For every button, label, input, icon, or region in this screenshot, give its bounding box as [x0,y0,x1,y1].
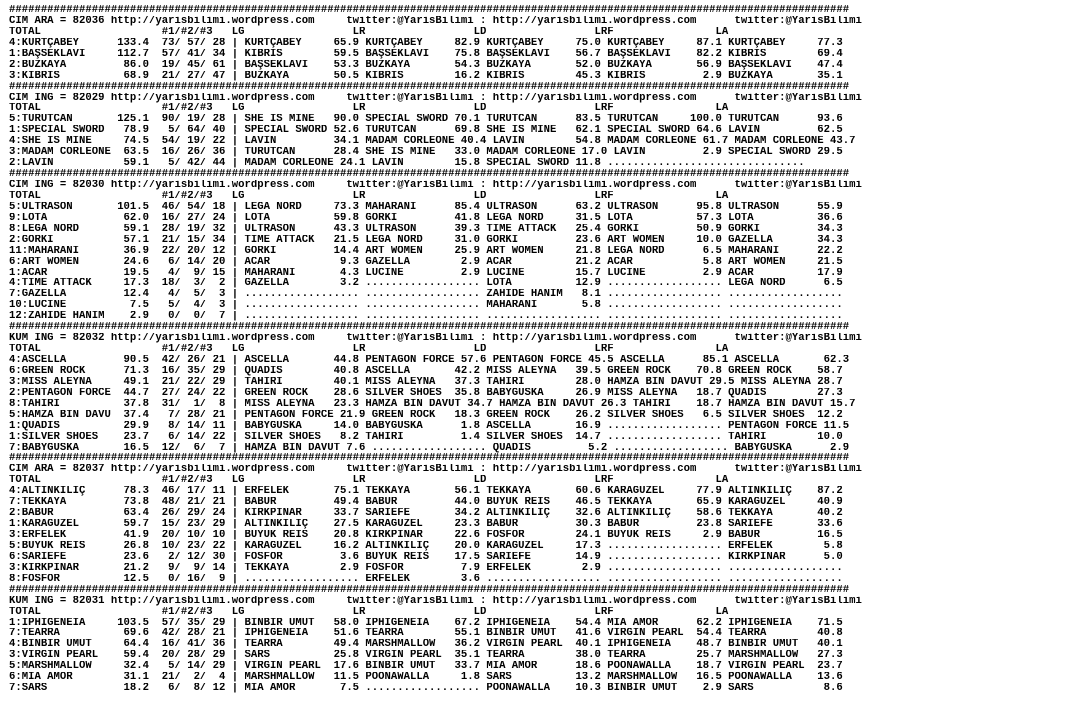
text-line: 7:TEARRA 69.6 42/ 28/ 21 | IPHIGENEIA 51.6 TEARRA 55.1 BİNBİR UMUT 41.6 VIRGIN PEARL 54.4 TEARRA 40.8 [9,628,843,640]
text-line: 6:GREEN ROCK 71.3 16/ 35/ 29 | QUADIS 40.8 ASCELLA 42.2 MISS ALEYNA 39.5 GREEN ROCK 70.8 GREEN ROCK 58.7 [9,365,843,377]
text-line: 7:BABYGUSKA 16.5 12/ 6/ 7 | HAMZA BİN DAVUT 7.6 .................. QUADIS 5.2 .................. BABYGUSKA 2.9 [9,442,850,454]
text-line: #################################################################################################################################### [9,5,850,16]
text-line: 3:ERFELEK 41.9 20/ 10/ 10 | BÜYÜK REİS 20.8 KIRKPINAR 22.6 FOSFOR 24.1 BÜYÜK REİS 2.9 BABÜR 16.5 [9,530,843,541]
text-line: 7:GAZELLA 12.4 4/ 5/ 3 | .................. .................. ZAHİDE HANIM 8.1 .................. .................. [9,289,843,301]
text-line: 2:GÖRKİ 57.1 21/ 15/ 34 | TIME ATTACK 21.5 LEGA NORD 31.0 GÖRKİ 23.6 ART WOMEN 10.0 GAZELLA 34.3 [9,234,843,246]
text-line: KUM ING = 82031 http://yarisbilimi.wordpress.com twitter:@YarisBilimi : http://yarisbilimi.wordpress.com twitter:@YarisBilimi [9,595,862,607]
text-line: 1:BAŞSEKLAVİ 112.7 57/ 41/ 34 | KIBRIS 59.5 BAŞSEKLAVİ 75.8 BAŞSEKLAVİ 56.7 BAŞSEKLAVİ 82.2 KIBRIS 69.4 [9,48,843,60]
text-line: CIM ARA = 82037 http://yarisbilimi.wordpress.com twitter:@YarisBilimi : http://yarisbilimi.wordpress.com twitter:@YarisBilimi [9,464,862,476]
text-line: 5:BÜYÜK REİS 26.8 10/ 23/ 22 | KARAGÜZEL 16.2 ALTINKILIÇ 20.0 KARAGÜZEL 17.3 .................. ERFELEK 5.8 [9,540,843,552]
text-line: 4:KURTÇABEY 133.4 73/ 57/ 28 | KURTÇABEY 65.9 KURTÇABEY 82.9 KURTÇABEY 75.0 KURTÇABEY 87.1 KURTÇABEY 77.3 [9,37,843,49]
text-line: 10:LUCINE 7.5 5/ 4/ 3 | .................. .................. MAHARANİ 5.8 .................. .................. [9,300,843,312]
text-line: 4:ASCELLA 90.5 42/ 26/ 21 | ASCELLA 44.8 PENTAGON FORCE 57.6 PENTAGON FORCE 45.5 ASCELLA 85.1 ASCELLA 62.3 [9,355,850,366]
text-line: TOTAL #1/#2/#3 LG LR LD LRF LA [9,475,729,487]
text-line: TOTAL #1/#2/#3 LG LR LD LRF LA [9,103,729,115]
text-line: 7:TEKKAYA 73.8 48/ 21/ 21 | BABÜR 49.4 BABÜR 44.0 BÜYÜK REİS 46.5 TEKKAYA 65.9 KARAGÜZEL 40.9 [9,497,843,509]
text-line: 6:ART WOMEN 24.6 6/ 14/ 20 | ACAR 9.3 GAZELLA 2.9 ACAR 21.2 ACAR 5.8 ART WOMEN 21.5 [9,256,843,268]
text-line: #################################################################################################################################### [9,81,850,93]
text-line: 6:MIA AMOR 31.1 21/ 2/ 4 | MARSHMALLOW 11.5 POONAWALLA 1.8 SARS 13.2 MARSHMALLOW 16.5 POONAWALLA 13.6 [9,672,843,684]
text-line: 1:KARAGÜZEL 59.7 15/ 23/ 29 | ALTINKILIÇ 27.5 KARAGÜZEL 23.3 BABÜR 30.3 BABÜR 23.8 SARIEFE 33.6 [9,519,843,530]
text-line: KUM ING = 82032 http://yarisbilimi.wordpress.com twitter:@YarisBilimi : http://yarisbilimi.wordpress.com twitter:@YarisBilimi [9,333,862,345]
text-line: 8:FOSFOR 12.5 0/ 16/ 9 | .................. ERFELEK 3.6 .................. .................. .................. [9,573,843,585]
text-line: 3:MADAM CORLEONE 63.5 16/ 26/ 36 | TÜRÜTCAN 28.4 SHE IS MINE 33.0 MADAM CORLEONE 17.0 LAVIN 2.9 SPECIAL SWORD 29.5 [9,147,843,159]
text-line: 5:HAMZA BİN DAVU 37.4 7/ 28/ 21 | PENTAGON FORCE 21.9 GREEN ROCK 18.3 GREEN ROCK 26.2 SILVER SHOES 6.5 SILVER SHOES 12.2 [9,409,843,421]
text-line: TOTAL #1/#2/#3 LG LR LD LRF LA [9,190,729,202]
text-line: 4:ALTINKILIÇ 78.3 46/ 17/ 11 | ERFELEK 75.1 TEKKAYA 56.1 TEKKAYA 60.6 KARAGÜZEL 77.9 ALTINKILIÇ 87.2 [9,486,843,498]
text-line: CIM ING = 82029 http://yarisbilimi.wordpress.com twitter:@YarisBilimi : http://yarisbilimi.wordpress.com twitter:@YarisBilimi [9,92,862,104]
text-line: 2:BUZKAYA 86.0 19/ 45/ 61 | BAŞSEKLAVİ 53.3 BUZKAYA 54.3 BUZKAYA 52.0 BUZKAYA 56.9 BAŞSEKLAVİ 47.4 [9,59,843,71]
text-line: 1:IPHIGENEIA 103.5 57/ 35/ 29 | BİNBİR UMUT 58.0 IPHIGENEIA 67.2 IPHIGENEIA 54.4 MIA AMOR 62.2 IPHIGENEIA 71.5 [9,617,843,629]
text-line: TOTAL #1/#2/#3 LG LR LD LRF LA [9,606,729,618]
text-line: 4:BİNBİR UMUT 64.4 16/ 41/ 36 | TEARRA 49.4 MARSHMALLOW 36.2 VIRGIN PEARL 40.1 IPHIGENEIA 48.7 BİNBİR UMUT 40.1 [9,639,843,651]
text-line: 5:TÜRÜTCAN 125.1 90/ 19/ 28 | SHE IS MINE 90.0 SPECIAL SWORD 70.1 TÜRÜTCAN 83.5 TÜRÜTCAN 100.0 TÜRÜTCAN 93.6 [9,114,843,126]
text-line: 1:SPECIAL SWORD 78.9 5/ 64/ 40 | SPECIAL SWORD 52.6 TÜRÜTCAN 69.8 SHE IS MINE 62.1 SPECIAL SWORD 64.6 LAVIN 62.5 [9,125,843,137]
text-line: #################################################################################################################################### [9,584,850,596]
text-line: 3:KIRKPINAR 21.2 9/ 9/ 14 | TEKKAYA 2.9 FOSFOR 7.9 ERFELEK 2.9 .................. .................. [9,562,843,574]
text-line: #################################################################################################################################### [9,322,850,334]
text-line: 3:MISS ALEYNA 49.1 21/ 22/ 29 | TAHİRİ 40.1 MISS ALEYNA 37.3 TAHİRİ 28.0 HAMZA BİN DAVUT 29.5 MISS ALEYNA 28.7 [9,376,843,388]
race-statistics-sheet [9,5,1077,712]
text-line: 2:PENTAGON FORCE 44.7 27/ 24/ 22 | GREEN ROCK 28.6 SILVER SHOES 35.8 BABYGUSKA 26.9 MISS ALEYNA 18.7 QUADIS 27.3 [9,387,843,399]
text-line: CIM ING = 82030 http://yarisbilimi.wordpress.com twitter:@YarisBilimi : http://yarisbilimi.wordpress.com twitter:@YarisBilimi [9,180,862,191]
text-line: 8:LEGA NORD 59.1 28/ 19/ 32 | ULTRASON 43.3 ULTRASON 39.3 TIME ATTACK 25.4 GÖRKİ 50.9 GÖRKİ 34.3 [9,223,843,235]
text-line: 7:SARS 18.2 6/ 8/ 12 | MIA AMOR 7.5 .................. POONAWALLA 10.3 BİNBİR UMUT 2.9 SARS 8.6 [9,683,843,695]
text-line: TOTAL #1/#2/#3 LG LR LD LRF LA [9,26,729,38]
text-line: 4:TIME ATTACK 17.3 18/ 3/ 2 | GAZELLA 3.2 .................. LOTA 12.9 .................. LEGA NORD 6.5 [9,278,843,290]
text-line: 1:QUADIS 29.9 8/ 14/ 11 | BABYGUSKA 14.0 BABYGUSKA 1.8 ASCELLA 16.9 .................. PENTAGON FORCE 11.5 [9,420,850,432]
text-line: 2:LAVIN 59.1 5/ 42/ 44 | MADAM CORLEONE 24.1 LAVIN 15.8 SPECIAL SWORD 11.8 ............................... [9,158,805,170]
text-line: 1:SILVER SHOES 23.7 6/ 14/ 22 | SILVER SHOES 8.2 TAHİRİ 1.4 SILVER SHOES 14.7 .................. TAHİRİ 10.0 [9,431,843,443]
text-line: #################################################################################################################################### [9,453,850,465]
text-line: 3:VIRGIN PEARL 59.4 20/ 28/ 29 | SARS 25.8 VIRGIN PEARL 35.1 TEARRA 38.0 TEARRA 25.7 MARSHMALLOW 27.3 [9,650,843,662]
text-line: TOTAL #1/#2/#3 LG LR LD LRF LA [9,344,729,355]
text-line: 9:LOTA 62.0 16/ 27/ 24 | LOTA 59.8 GÖRKİ 41.8 LEGA NORD 31.5 LOTA 57.3 LOTA 36.6 [9,212,843,224]
text-line: 3:KIBRIS 68.9 21/ 27/ 47 | BUZKAYA 50.5 KIBRIS 16.2 KIBRIS 45.3 KIBRIS 2.9 BUZKAYA 35.1 [9,70,843,82]
text-line: 4:SHE IS MINE 74.5 54/ 19/ 22 | LAVIN 34.1 MADAM CORLEONE 40.4 LAVIN 54.8 MADAM CORLEONE 61.7 MADAM CORLEONE 43.7 [9,136,856,148]
text-line: CIM ARA = 82036 http://yarisbilimi.wordpress.com twitter:@YarisBilimi : http://yarisbilimi.wordpress.com twitter:@YarisBilimi [9,15,862,27]
text-line: 2:BABÜR 63.4 26/ 29/ 24 | KIRKPINAR 33.7 SARIEFE 34.2 ALTINKILIÇ 32.6 ALTINKILIÇ 58.6 TEKKAYA 40.2 [9,508,843,520]
text-line: 5:MARSHMALLOW 32.4 5/ 14/ 29 | VIRGIN PEARL 17.6 BİNBİR UMUT 33.7 MIA AMOR 18.6 POONAWALLA 18.7 VIRGIN PEARL 23.7 [9,661,843,673]
text-line: 5:ULTRASON 101.5 46/ 54/ 18 | LEGA NORD 73.3 MAHARANİ 85.4 ULTRASON 63.2 ULTRASON 95.8 ULTRASON 55.9 [9,201,843,213]
text-line: 8:TAHİRİ 37.8 31/ 1/ 8 | MISS ALEYNA 23.3 HAMZA BİN DAVUT 34.7 HAMZA BİN DAVUT 26.3 TAHİRİ 18.7 HAMZA BİN DAVUT 15.7 [9,398,856,410]
text-line: 12:ZAHİDE HANIM 2.9 0/ 0/ 7 | .................. .................. .................. .................. .................. [9,311,843,323]
text-line: 6:SARIEFE 23.6 2/ 12/ 30 | FOSFOR 3.6 BÜYÜK REİS 17.5 SARIEFE 14.9 .................. KIRKPINAR 5.0 [9,551,843,563]
text-line: 1:ACAR 19.5 4/ 9/ 15 | MAHARANİ 4.3 LUCINE 2.9 LUCINE 15.7 LUCINE 2.9 ACAR 17.9 [9,267,843,279]
text-line: #################################################################################################################################### [9,169,850,180]
text-line: 11:MAHARANİ 36.9 22/ 20/ 12 | GÖRKİ 14.4 ART WOMEN 25.9 ART WOMEN 21.8 LEGA NORD 6.5 MAHARANİ 22.2 [9,245,843,257]
